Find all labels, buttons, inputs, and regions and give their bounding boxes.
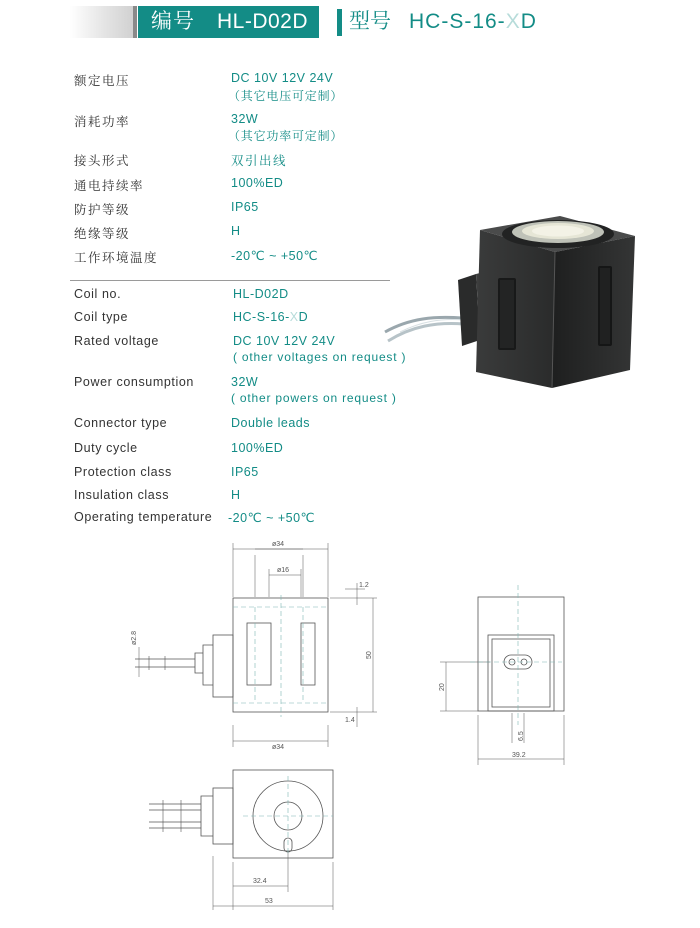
- drawing-top-view: [135, 760, 350, 920]
- spec-en-key: Power consumption: [74, 375, 194, 389]
- spec-cn-note: （其它功率可定制）: [228, 129, 344, 143]
- dim-top-half: 32.4: [253, 878, 267, 885]
- coil-type-end: D: [298, 310, 309, 324]
- spec-en-key: Rated voltage: [74, 334, 159, 348]
- spec-cn-value: -20℃ ~ +50℃: [231, 249, 319, 263]
- type-value-main: HC-S-16-: [409, 10, 506, 33]
- spec-en-key: Duty cycle: [74, 441, 138, 455]
- spec-cn-value: 双引出线: [231, 154, 288, 168]
- coil-type-x: X: [289, 310, 299, 324]
- spec-cn-key: 通电持续率: [74, 179, 145, 193]
- spec-en-note: ( other powers on request ): [231, 391, 397, 405]
- spec-cn-value: IP65: [231, 200, 259, 214]
- spec-en-key: Operating temperature: [74, 510, 213, 524]
- type-value-x: X: [505, 10, 521, 33]
- spec-en-value: [233, 310, 308, 324]
- dim-front-width-bottom: ø34: [272, 744, 285, 751]
- header-type-bar: [337, 9, 342, 36]
- type-value-end: D: [520, 10, 537, 33]
- spec-en-key: Connector type: [74, 416, 168, 430]
- spec-en-value: H: [231, 488, 241, 502]
- product-photo: [380, 200, 670, 400]
- spec-cn-key: 工作环境温度: [74, 251, 159, 265]
- section-divider: [70, 280, 390, 281]
- spec-cn-value: H: [231, 224, 241, 238]
- dim-front-height: 50: [366, 651, 373, 659]
- spec-en-value: 32W: [231, 375, 259, 389]
- spec-en-value: 100%ED: [231, 441, 284, 455]
- spec-cn-key: 绝缘等级: [74, 227, 131, 241]
- spec-en-value: IP65: [231, 465, 259, 479]
- spec-cn-value: 100%ED: [231, 176, 284, 190]
- spec-en-value: HL-D02D: [233, 287, 289, 301]
- dim-front-width-top: ø34: [272, 541, 285, 548]
- dim-side-pin: 6.5: [518, 731, 525, 741]
- drawing-front-view: [125, 535, 395, 770]
- type-label: 型号: [349, 10, 391, 33]
- dim-front-bottom-offset: 1.4: [345, 717, 355, 724]
- spec-en-key: Coil type: [74, 310, 129, 324]
- spec-en-value: DC 10V 12V 24V: [233, 334, 336, 348]
- dim-side-height: 20: [439, 683, 446, 691]
- spec-en-key: Insulation class: [74, 488, 170, 502]
- dim-front-top-offset: 1.2: [359, 582, 369, 589]
- header-code-block: [138, 6, 319, 38]
- header-type-block: [349, 6, 537, 38]
- spec-cn-key: 防护等级: [74, 203, 131, 217]
- coil-type-main: HC-S-16-: [233, 310, 290, 324]
- header-decor-strip: [133, 6, 137, 38]
- code-label: 编号: [151, 10, 195, 33]
- spec-cn-key: 消耗功率: [74, 115, 131, 129]
- header-decor: [70, 6, 136, 38]
- spec-cn-key: 额定电压: [74, 74, 131, 88]
- spec-cn-note: （其它电压可定制）: [228, 89, 344, 103]
- drawing-side-view: [430, 585, 570, 770]
- spec-cn-value: 32W: [231, 112, 259, 126]
- type-value: [409, 10, 537, 33]
- dim-lead-diameter: ø2.8: [131, 630, 138, 645]
- spec-en-key: Coil no.: [74, 287, 122, 301]
- spec-cn-key: 接头形式: [74, 154, 131, 168]
- spec-en-note: ( other voltages on request ): [233, 350, 407, 364]
- spec-en-value: Double leads: [231, 416, 310, 430]
- spec-cn-value: DC 10V 12V 24V: [231, 71, 334, 85]
- dim-side-width: 39.2: [512, 752, 526, 759]
- spec-en-key: Protection class: [74, 465, 172, 479]
- dim-front-inner: ø16: [277, 567, 290, 574]
- code-value: HL-D02D: [217, 10, 309, 33]
- spec-en-value: -20℃ ~ +50℃: [228, 511, 316, 525]
- dim-top-width: 53: [265, 898, 273, 905]
